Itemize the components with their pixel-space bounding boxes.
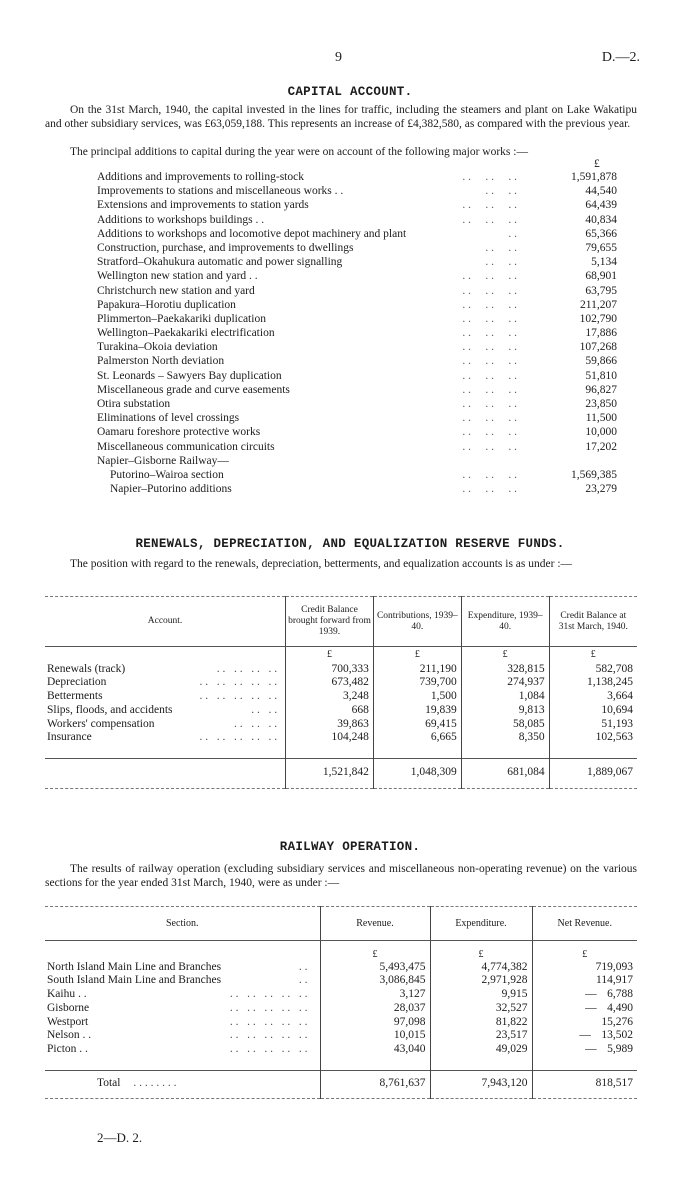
leader-dots: . . . . . . <box>456 199 517 212</box>
work-value: 1,569,385 <box>571 468 617 481</box>
work-value: 44,540 <box>585 185 617 198</box>
credit-brought-forward-cell: 104,248 <box>286 731 374 745</box>
leader-dots: . . . . . . <box>456 398 517 410</box>
work-label: Christchurch new station and yard <box>97 284 255 297</box>
expenditure-cell: 328,815 <box>461 663 549 677</box>
section-name: Picton . . <box>47 1043 88 1056</box>
works-list-item <box>97 370 617 384</box>
revenue-cell: 43,040 <box>320 1043 430 1057</box>
leader-dots: . . . . <box>450 185 517 198</box>
work-label: Construction, purchase, and improvements to dwellings <box>97 241 354 254</box>
works-list-item <box>97 483 617 497</box>
table-row <box>45 1002 637 1016</box>
works-list-item <box>97 199 617 213</box>
net-revenue-value: 4,490 <box>607 1001 633 1014</box>
work-label: Additions to workshops buildings . . <box>97 213 265 226</box>
table-row <box>45 731 637 745</box>
section-name: Gisborne <box>47 1001 90 1014</box>
works-list-item <box>97 270 617 284</box>
table-row <box>45 676 637 690</box>
account-name: Depreciation <box>47 676 107 689</box>
section-name: Kaihu . . <box>47 988 87 1001</box>
work-label: Improvements to stations and miscellaneous works . . <box>97 185 344 198</box>
section-name: Westport <box>47 1015 89 1028</box>
table-row <box>45 961 637 975</box>
work-value: 102,790 <box>579 312 617 325</box>
works-list-item <box>97 185 617 199</box>
leader-dots: . . . . . . <box>456 383 517 396</box>
contributions-cell: 69,415 <box>373 718 461 732</box>
work-value: 40,834 <box>585 213 617 226</box>
expenditure-cell: 9,813 <box>461 704 549 718</box>
account-cell <box>45 676 286 690</box>
col-expenditure: Expenditure, 1939–40. <box>461 597 549 647</box>
net-revenue-cell <box>532 988 637 1002</box>
currency-symbol: £ <box>549 647 637 663</box>
works-list-item <box>97 242 617 256</box>
currency-symbol: £ <box>430 941 532 961</box>
work-label: Papakura–Horotiu duplication <box>97 298 236 311</box>
contributions-cell: 6,665 <box>373 731 461 745</box>
net-revenue-cell <box>532 1016 637 1030</box>
leader-dots: . . . . . . . . <box>133 1077 177 1090</box>
col-section: Section. <box>45 907 320 941</box>
leader-dots: . . . . . . . . . . <box>229 988 308 1001</box>
total-expenditure: 7,943,120 <box>430 1070 532 1098</box>
contributions-cell: 19,839 <box>373 704 461 718</box>
expenditure-cell: 2,971,928 <box>430 974 532 988</box>
contributions-cell: 1,500 <box>373 690 461 704</box>
credit-brought-forward-cell: 3,248 <box>286 690 374 704</box>
section-cell <box>45 988 320 1002</box>
currency-symbol: £ <box>286 647 374 663</box>
total-credit-balance: 1,889,067 <box>549 758 637 788</box>
works-list-item <box>97 455 617 469</box>
net-revenue-cell <box>532 961 637 975</box>
section-name: North Island Main Line and Branches <box>47 960 222 973</box>
expenditure-cell: 9,915 <box>430 988 532 1002</box>
page-signature: 2—D. 2. <box>97 1130 143 1145</box>
total-revenue: 8,761,637 <box>320 1070 430 1098</box>
net-revenue-value: 13,502 <box>601 1029 633 1042</box>
operation-total-row <box>45 1070 637 1098</box>
leader-dots: . . . . . . <box>456 270 517 283</box>
renewals-heading: RENEWALS, DEPRECIATION, AND EQUALIZATION RESERVE FUNDS. <box>135 537 565 551</box>
table-row <box>45 718 637 732</box>
total-credit-brought-forward: 1,521,842 <box>286 758 374 788</box>
total-expenditure: 681,084 <box>461 758 549 788</box>
contributions-cell: 739,700 <box>373 676 461 690</box>
work-label: Plimmerton–Paekakariki duplication <box>97 312 266 325</box>
leader-dots: . . . . . . <box>456 341 517 354</box>
work-label: Palmerston North deviation <box>97 355 225 368</box>
leader-dots: . . <box>298 960 308 973</box>
contributions-cell: 211,190 <box>373 663 461 677</box>
section-cell <box>45 1029 320 1043</box>
leader-dots: . . <box>298 974 308 987</box>
leader-dots: . . . . . . <box>456 284 517 297</box>
expenditure-cell: 8,350 <box>461 731 549 745</box>
works-list-item <box>97 313 617 327</box>
table-row <box>45 690 637 704</box>
col-expenditure: Expenditure. <box>430 907 532 941</box>
table-row <box>45 663 637 677</box>
net-revenue-cell <box>532 1043 637 1057</box>
work-value: 17,202 <box>585 440 617 453</box>
net-revenue-value: 5,989 <box>607 1043 633 1056</box>
works-currency-symbol: £ <box>594 158 600 170</box>
work-value: 5,134 <box>591 256 617 269</box>
work-label: Oamaru foreshore protective works <box>97 426 261 439</box>
capital-paragraph-2: The principal additions to capital during the year were on account of the following major works :— <box>70 146 528 158</box>
credit-balance-cell: 1,138,245 <box>549 676 637 690</box>
works-list-item <box>97 228 617 242</box>
leader-dots: . . . . . . . . . . <box>229 1043 308 1056</box>
leader-dots: . . . . . . <box>456 312 517 325</box>
leader-dots: . . . . <box>462 256 517 269</box>
leader-dots: . . . . . . <box>456 369 517 382</box>
credit-brought-forward-cell: 39,863 <box>286 718 374 732</box>
reserve-funds-total-row <box>45 758 637 788</box>
work-value: 96,827 <box>585 383 617 396</box>
leader-dots: . . . . . . . . . . <box>229 1015 308 1028</box>
leader-dots: . . . . . . . . . . <box>199 731 278 744</box>
revenue-cell: 3,127 <box>320 988 430 1002</box>
work-value: 211,207 <box>580 298 617 311</box>
revenue-cell: 5,493,475 <box>320 961 430 975</box>
leader-dots: . . . . . . <box>233 717 278 730</box>
leader-dots: . . . . . . . . . . <box>199 690 278 703</box>
work-value: 68,901 <box>585 270 617 283</box>
credit-balance-cell: 10,694 <box>549 704 637 718</box>
page-number: 9 <box>335 50 342 65</box>
works-list-item <box>97 256 617 270</box>
account-name: Betterments <box>47 690 103 703</box>
table-row <box>45 1029 637 1043</box>
section-name: South Island Main Line and Branches <box>47 974 222 987</box>
work-value: 64,439 <box>585 199 617 212</box>
capital-account-heading: CAPITAL ACCOUNT. <box>287 85 413 99</box>
net-revenue-value: 6,788 <box>607 988 633 1001</box>
expenditure-cell: 49,029 <box>430 1043 532 1057</box>
credit-balance-cell: 3,664 <box>549 690 637 704</box>
revenue-cell: 97,098 <box>320 1016 430 1030</box>
account-name: Slips, floods, and accidents <box>47 703 173 716</box>
work-value: 59,866 <box>585 355 617 368</box>
work-label: Napier–Putorino additions <box>110 483 232 496</box>
deficit-sign: — <box>585 988 597 1001</box>
credit-brought-forward-cell: 673,482 <box>286 676 374 690</box>
deficit-sign: — <box>579 1029 591 1042</box>
leader-dots: . . . . . . <box>456 412 517 425</box>
revenue-cell: 28,037 <box>320 1002 430 1016</box>
account-cell <box>45 704 286 718</box>
work-label: Putorino–Wairoa section <box>110 468 224 481</box>
col-credit-brought-forward: Credit Balance brought forward from 1939. <box>286 597 374 647</box>
work-value: 1,591,878 <box>571 171 617 183</box>
section-cell <box>45 974 320 988</box>
net-revenue-cell <box>532 974 637 988</box>
account-name: Workers' compensation <box>47 717 155 730</box>
leader-dots: . . . . . . . . <box>216 662 278 675</box>
expenditure-cell: 32,527 <box>430 1002 532 1016</box>
work-value: 23,850 <box>585 398 617 410</box>
leader-dots: . . . . . . <box>456 468 517 481</box>
credit-balance-cell: 102,563 <box>549 731 637 745</box>
section-cell <box>45 961 320 975</box>
table-row <box>45 1043 637 1057</box>
total-contributions: 1,048,309 <box>373 758 461 788</box>
work-value: 63,795 <box>585 284 617 297</box>
col-net-revenue: Net Revenue. <box>532 907 637 941</box>
major-works-list <box>97 171 617 497</box>
works-list-item <box>97 341 617 355</box>
section-cell <box>45 1016 320 1030</box>
works-list-item <box>97 384 617 398</box>
table-row <box>45 1016 637 1030</box>
account-name: Renewals (track) <box>47 662 126 675</box>
net-revenue-value: 719,093 <box>595 960 633 973</box>
works-list-item <box>97 412 617 426</box>
renewals-paragraph: The position with regard to the renewals, depreciation, betterments, and equalization accounts is as under :— <box>70 558 573 570</box>
work-value: 10,000 <box>585 426 617 439</box>
works-list-item <box>97 469 617 483</box>
work-label: Wellington–Paekakariki electrification <box>97 327 275 340</box>
work-label: Miscellaneous grade and curve easements <box>97 383 290 396</box>
leader-dots: . . . . . . <box>456 426 517 439</box>
works-list-item <box>97 327 617 341</box>
currency-symbol: £ <box>320 941 430 961</box>
expenditure-cell: 1,084 <box>461 690 549 704</box>
credit-brought-forward-cell: 700,333 <box>286 663 374 677</box>
document-reference: D.—2. <box>601 50 640 65</box>
section-cell <box>45 1043 320 1057</box>
revenue-cell: 10,015 <box>320 1029 430 1043</box>
work-value: 79,655 <box>585 241 617 254</box>
account-name: Insurance <box>47 731 92 744</box>
work-label: Additions and improvements to rolling-stock <box>97 171 304 183</box>
leader-dots: . . . . . . <box>456 171 517 183</box>
work-label: Miscellaneous communication circuits <box>97 440 275 453</box>
work-value: 23,279 <box>585 483 617 496</box>
leader-dots: . . . . . . . . . . <box>199 676 278 689</box>
net-revenue-cell <box>532 1002 637 1016</box>
work-label: Additions to workshops and locomotive depot machinery and plant <box>97 227 407 240</box>
leader-dots: . . . . . . <box>456 213 517 226</box>
currency-symbol: £ <box>532 941 637 961</box>
section-name: Nelson . . <box>47 1029 92 1042</box>
capital-paragraph-1: On the 31st March, 1940, the capital invested in the lines for traffic, including the steamers and plant on Lake Wakatipu and other subsidiary services, was £63,059,188. This represents an increase of £4,382,580, as compared with the previous year. <box>45 104 637 130</box>
credit-brought-forward-cell: 668 <box>286 704 374 718</box>
col-revenue: Revenue. <box>320 907 430 941</box>
table-row <box>45 974 637 988</box>
account-cell <box>45 690 286 704</box>
expenditure-cell: 274,937 <box>461 676 549 690</box>
operation-paragraph: The results of railway operation (excluding subsidiary services and miscellaneous non-operating revenue) on the various sections for the year ended 31st March, 1940, were as under :— <box>45 863 637 889</box>
works-list-item <box>97 214 617 228</box>
works-list-item <box>97 426 617 440</box>
leader-dots: . . . . . . <box>456 298 517 311</box>
expenditure-cell: 81,822 <box>430 1016 532 1030</box>
col-credit-balance: Credit Balance at 31st March, 1940. <box>549 597 637 647</box>
leader-dots: . . . . . . <box>456 483 517 496</box>
works-list-item <box>97 285 617 299</box>
leader-dots: . . <box>453 227 517 240</box>
work-label: Stratford–Okahukura automatic and power signalling <box>97 256 343 269</box>
revenue-cell: 3,086,845 <box>320 974 430 988</box>
net-revenue-cell <box>532 1029 637 1043</box>
total-label: Total <box>97 1077 121 1090</box>
work-value: 51,810 <box>585 369 617 382</box>
expenditure-cell: 58,085 <box>461 718 549 732</box>
railway-operation-heading: RAILWAY OPERATION. <box>279 840 421 854</box>
leader-dots: . . . . . . <box>456 440 517 453</box>
works-list-item <box>97 398 617 412</box>
account-cell <box>45 718 286 732</box>
credit-balance-cell: 51,193 <box>549 718 637 732</box>
works-list-item <box>97 355 617 369</box>
expenditure-cell: 4,774,382 <box>430 961 532 975</box>
work-value: 17,886 <box>585 327 617 340</box>
work-value: 11,500 <box>585 412 617 425</box>
expenditure-cell: 23,517 <box>430 1029 532 1043</box>
currency-symbol: £ <box>373 647 461 663</box>
work-label: St. Leonards – Sawyers Bay duplication <box>97 369 282 382</box>
works-list-item <box>97 299 617 313</box>
work-label: Turakina–Okoia deviation <box>97 341 218 354</box>
col-account: Account. <box>45 597 286 647</box>
leader-dots: . . . . . . <box>456 355 517 368</box>
leader-dots: . . . . <box>462 241 517 254</box>
total-net-revenue: 818,517 <box>532 1070 637 1098</box>
account-cell <box>45 731 286 745</box>
works-list-item <box>97 441 617 455</box>
account-cell <box>45 663 286 677</box>
leader-dots: . . . . . . . . . . <box>229 1029 308 1042</box>
work-value: 65,366 <box>585 227 617 240</box>
net-revenue-value: 114,917 <box>596 974 633 987</box>
credit-balance-cell: 582,708 <box>549 663 637 677</box>
net-revenue-value: 15,276 <box>601 1015 633 1028</box>
table-row <box>45 704 637 718</box>
section-cell <box>45 1002 320 1016</box>
work-label: Wellington new station and yard . . <box>97 270 258 283</box>
reserve-funds-table <box>45 596 637 789</box>
work-label: Extensions and improvements to station yards <box>97 199 309 212</box>
leader-dots: . . . . <box>251 703 278 716</box>
work-label: Eliminations of level crossings <box>97 412 240 425</box>
deficit-sign: — <box>585 1001 597 1014</box>
works-list-item <box>97 171 617 185</box>
deficit-sign: — <box>585 1043 597 1056</box>
leader-dots: . . . . . . <box>456 327 517 340</box>
table-row <box>45 988 637 1002</box>
work-label: Otira substation <box>97 398 171 410</box>
railway-operation-table <box>45 906 637 1099</box>
work-value: 107,268 <box>579 341 617 354</box>
leader-dots: . . . . . . . . . . <box>229 1001 308 1014</box>
currency-symbol: £ <box>461 647 549 663</box>
col-contributions: Contributions, 1939–40. <box>373 597 461 647</box>
work-label: Napier–Gisborne Railway— <box>97 454 229 467</box>
